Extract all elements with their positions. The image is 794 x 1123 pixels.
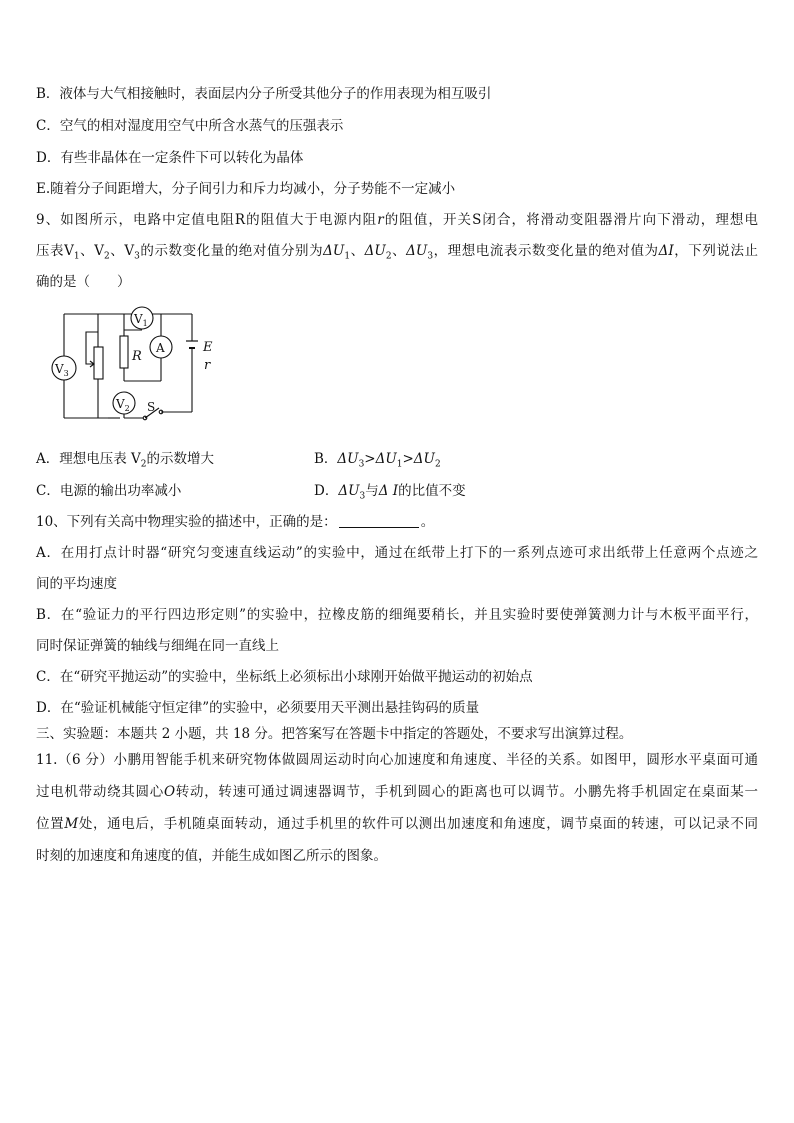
label-r: R	[132, 349, 142, 364]
q10-option-b-line2: 同时保证弹簧的轴线与细绳在同一直线上	[36, 638, 279, 654]
q8-option-b: B．液体与大气相接触时，表面层内分子所受其他分子的作用表现为相互吸引	[36, 86, 492, 102]
q10-option-d: D．在“验证机械能守恒定律”的实验中，必须要用天平测出悬挂钩码的质量	[36, 700, 480, 716]
q9-option-c: C．电源的输出功率减小	[36, 483, 182, 499]
rheostat-slider	[86, 332, 98, 364]
q9-stem-line2: 压表$V_1$、$V_2$、$V_3$的示数变化量的绝对值分别为$\Delta U_1$、$\Delta U_2$、$\Delta U_3$，理想电流表示数变化量的绝对值为ΔI，下列说法止	[36, 243, 759, 262]
q10-stem: 10、下列有关高中物理实验的描述中，正确的是： 。	[36, 514, 435, 530]
q9-option-d: D．$\Delta U_3$与Δ I的比值不变	[314, 483, 466, 502]
q8-option-c: C．空气的相对湿度用空气中所含水蒸气的压强表示	[36, 118, 344, 134]
q11-line2: 过电机带动绕其圆心O转动，转速可通过调速器调节，手机到圆心的距离也可以调节。小鹏先将手机固定在桌面某一	[36, 784, 759, 800]
label-s: S	[147, 400, 156, 414]
q9-stem-line1: 9、如图所示，电路中定值电阻R的阻值大于电源内阻r的阻值，开关S闭合，将滑动变阻器滑片向下滑动，理想电	[36, 212, 758, 228]
label-v2: $V_2$	[116, 397, 130, 413]
q11-line4: 时刻的加速度和角速度的值，并能生成如图乙所示的图象。	[36, 848, 387, 864]
q9-stem-line3: 确的是（ ）	[36, 274, 131, 290]
label-v3: $V_3$	[55, 362, 69, 378]
rheostat	[94, 347, 103, 379]
q10-option-c: C．在“研究平抛运动”的实验中，坐标纸上必须标出小球刚开始做平抛运动的初始点	[36, 669, 533, 685]
q10-option-a-line2: 间的平均速度	[36, 576, 117, 592]
answer-blank	[339, 514, 419, 529]
resistor-r	[120, 336, 128, 368]
label-a: A	[156, 341, 165, 355]
q10-option-a-line1: A．在用打点计时器“研究匀变速直线运动”的实验中，通过在纸带上打下的一系列点迹可求出纸带上任意两个点迹之	[36, 545, 758, 561]
q11-line3: 位置M处，通电后，手机随桌面转动，通过手机里的软件可以测出加速度和角速度，调节桌面的转速，可以记录不同	[36, 816, 758, 832]
label-v1: $V_1$	[134, 312, 148, 328]
q10-option-b-line1: B．在“验证力的平行四边形定则”的实验中，拉橡皮筋的细绳要稍长，并且实验时要使弹簧测力计与木板平面平行，	[36, 607, 758, 623]
q9-option-b: B．$\Delta U_3>\Delta U_1>\Delta U_2$	[314, 451, 441, 470]
label-r-internal: r	[204, 358, 211, 373]
q9-option-a: A．理想电压表 $V_2$的示数增大	[36, 451, 215, 470]
q11-line1: 11.（6 分）小鹏用智能手机来研究物体做圆周运动时向心加速度和角速度、半径的关系。如图甲，圆形水平桌面可通	[36, 752, 758, 768]
circuit-diagram	[46, 302, 226, 424]
q8-option-e: E.随着分子间距增大，分子间引力和斥力均减小，分子势能不一定减小	[36, 181, 456, 197]
label-e: E	[203, 340, 213, 355]
q8-option-d: D．有些非晶体在一定条件下可以转化为晶体	[36, 150, 304, 166]
section-3-heading: 三、实验题：本题共 2 小题，共 18 分。把答案写在答题卡中指定的答题处，不要求写出演算过程。	[36, 726, 633, 742]
